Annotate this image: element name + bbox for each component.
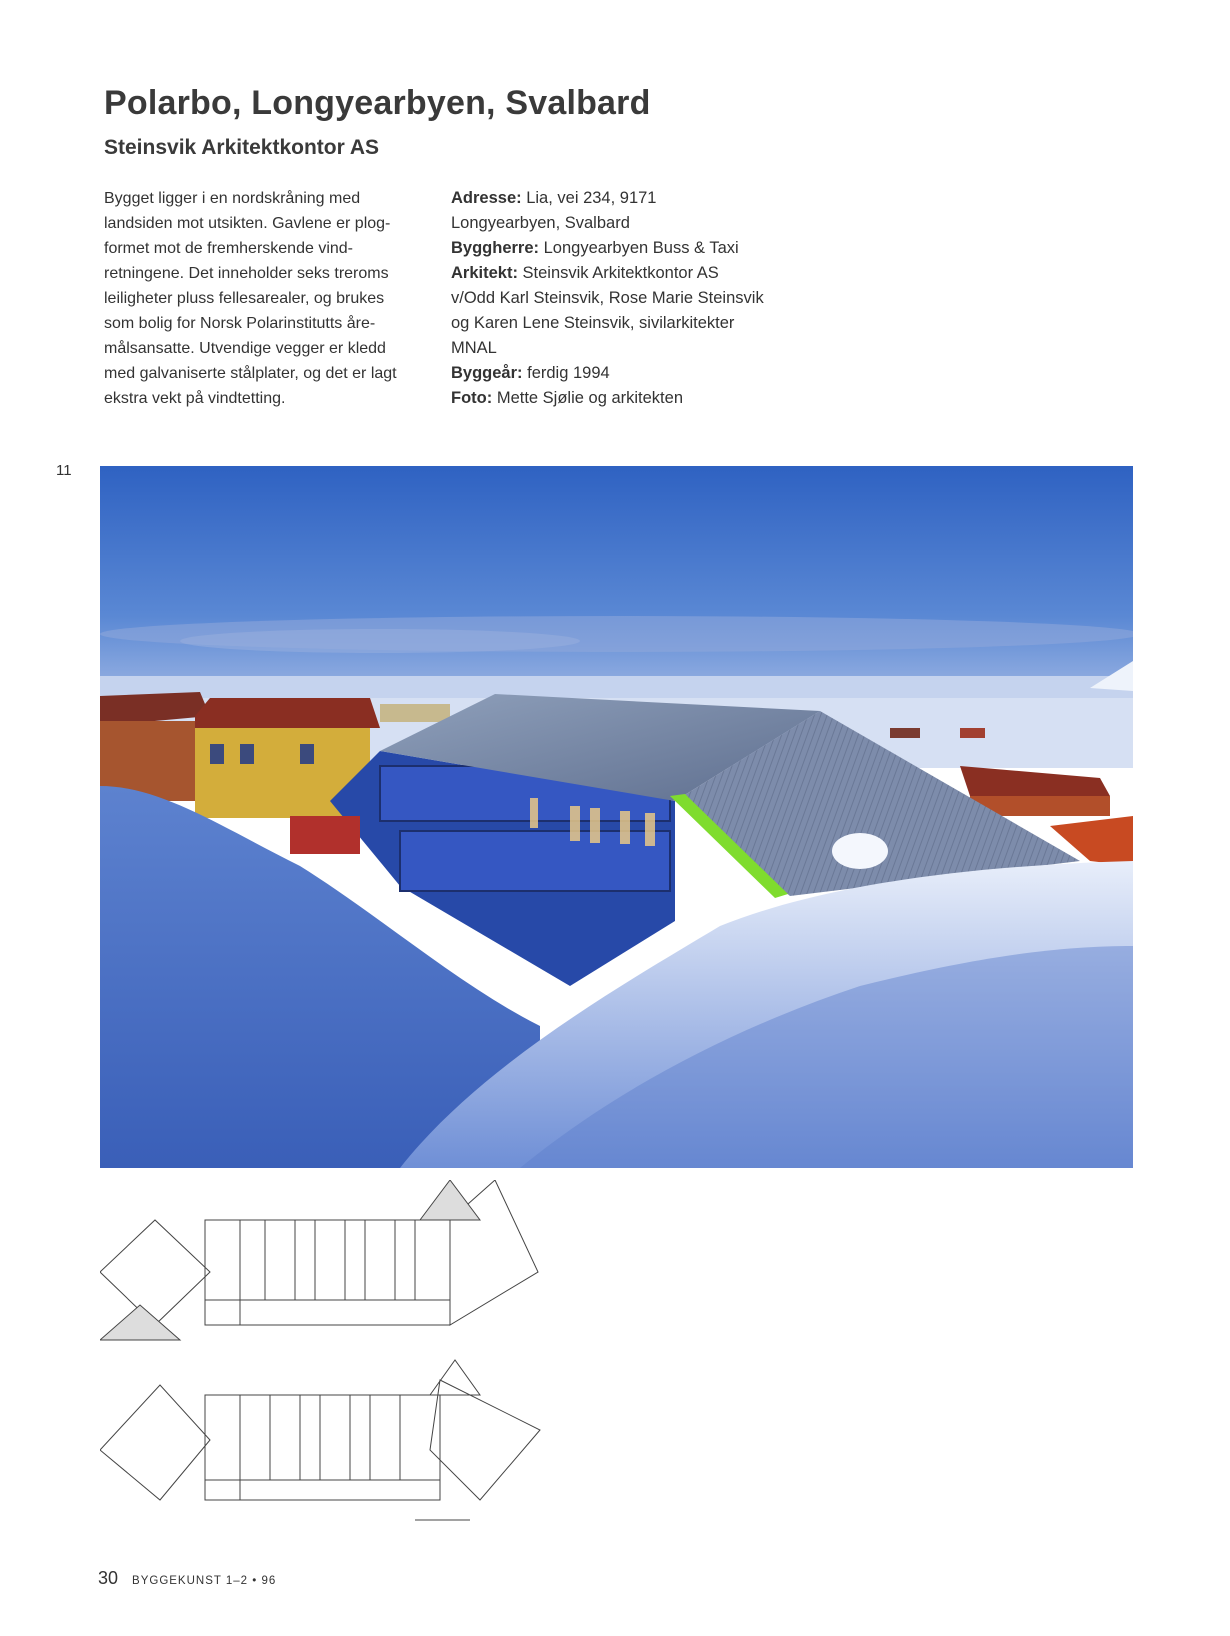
upper-floor-plan [100,1180,538,1340]
fact-photo: Foto: Mette Sjølie og arkitekten [451,389,683,407]
fact-architect: Arkitekt: Steinsvik Arkitektkontor AS [451,264,719,282]
fact-client: Byggherre: Longyearbyen Buss & Taxi [451,239,739,257]
fact-address-cont: Longyearbyen, Svalbard [451,214,630,232]
project-description: Bygget ligger i en nordskråning med landsiden mot utsikten. Gavlene er plog- formet mot de fremherskende vind- retningene. Det inneholder seks treroms leiligheter pluss fellesarealer, og brukes som bolig for Norsk Polarinstitutts åre- målsansatte. Utvendige vegger er kledd med galvaniserte stålplater, og det er lagt ekstra vekt på vindtetting. [104,190,397,407]
fact-architect-cont-1: v/Odd Karl Steinsvik, Rose Marie Steinsvik [451,289,764,307]
page-footer [98,1568,276,1589]
architect-subtitle: Steinsvik Arkitektkontor AS [104,136,380,159]
magazine-issue: BYGGEKUNST 1–2 • 96 [132,1575,277,1587]
article-title: Polarbo, Longyearbyen, Svalbard [104,84,651,122]
building-photo [100,466,1133,1168]
fact-address: Adresse: Lia, vei 234, 9171 [451,189,657,207]
page-number: 30 [98,1568,119,1588]
fact-architect-cont-3: MNAL [451,339,497,357]
fact-year: Byggeår: ferdig 1994 [451,364,610,382]
floor-plans [100,1180,560,1540]
lower-floor-plan [100,1360,540,1520]
fact-architect-cont-2: og Karen Lene Steinsvik, sivilarkitekter [451,314,735,332]
figure-number: 11 [56,462,72,479]
project-facts [451,186,811,411]
